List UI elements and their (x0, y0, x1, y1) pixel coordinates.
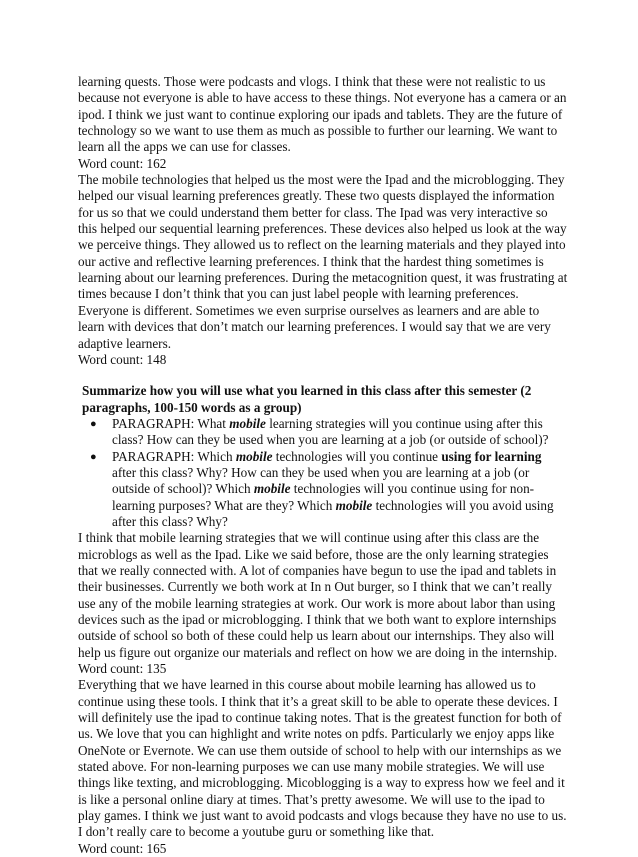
paragraph-learning-strategies-answer: I think that mobile learning strategies that we will continue using after this class are the microblogs as well as the Ipad. Like we said before, those are the only learning strategies that we really connected with. A lot of companies have begun to use the ipad and tablets in their businesses. Currently we both work at In n Out burger, so I think that we can’t really use any of the mobile learning strategies at work. Our work is more about labor than using devices such as the ipad or microblogging. I think that we both want to explore internships outside of school so both of these could help us learn about our internships. They also will help us figure out organize our materials and reflect on how we are doing in the internship. (78, 530, 558, 660)
emphasis-mobile: mobile (229, 415, 266, 431)
prompt-text: PARAGRAPH: Which (112, 448, 236, 464)
prompt-text: after this class? Why? How can they be used when you are learning at a job (or outside of school)? Which (112, 464, 530, 497)
prompt-text: technologies will you avoid using after this class? Why? (112, 497, 554, 529)
bullet-icon: ● (90, 450, 97, 463)
emphasis-mobile: mobile (253, 481, 291, 497)
prompt-list (78, 416, 568, 530)
word-count-2: Word count: 148 (78, 351, 167, 367)
prompt-text: PARAGRAPH: What (112, 415, 230, 431)
paragraph-mobile-technologies: The mobile technologies that helped us the most were the Ipad and the microblogging. They helped our visual learning preferences greatly. These two quests displayed the information for us so that we could understand them better for class. The Ipad was very interactive so this helped our sequential learning preferences. These devices also helped us look at the way we perceive things. They allowed us to reflect on the learning materials and they played into our active and reflective learning preferences. I think that the hardest thing sometimes is learning about our learning preferences. During the metacognition quest, it was frustrating at times because I don’t think that you can just label people with learning preferences. Everyone is different. Sometimes we even surprise ourselves as learners and are able to learn with devices that don’t match our learning preferences. I would say that we are very adaptive learners. (78, 172, 568, 351)
section-spacer (78, 368, 568, 383)
emphasis-using-for-learning: using for learning (441, 448, 542, 464)
bullet-icon: ● (90, 417, 97, 430)
word-count-4: Word count: 165 (78, 840, 167, 856)
prompt-text: technologies will you continue using for non-learning purposes? What are they? Which (112, 481, 535, 513)
emphasis-mobile: mobile (235, 448, 273, 464)
prompt-item-strategies (78, 416, 568, 449)
word-count-3: Word count: 135 (78, 661, 167, 677)
paragraph-quests-conclusion: learning quests. Those were podcasts and vlogs. I think that these were not realistic to us because not everyone is able to have access to these things. Not everyone has a camera or an ipod. I think we just want to continue exploring our ipads and tablets. They are the future of technology so we want to use them as much as possible to further our learning. We want to learn all the apps we can use for classes. (78, 74, 567, 155)
prompt-text: technologies will you continue (272, 448, 442, 464)
prompt-text: learning strategies will you continue using after this class? How can they be used when you are learning at a job (or outside of school)? (112, 415, 549, 448)
document-page (78, 74, 568, 857)
word-count-1: Word count: 162 (78, 155, 167, 171)
prompt-item-technologies (78, 449, 568, 531)
emphasis-mobile: mobile (335, 497, 373, 513)
paragraph-technologies-answer: Everything that we have learned in this course about mobile learning has allowed us to continue using these tools. I think that it’s a great skill to be able to operate these devices. I will definitely use the ipad to continue taking notes. That is the greatest function for both of us. We love that you can highlight and write notes on pdfs. Particularly we enjoy apps like OneNote or Evernote. We can use them outside of school to help with our internships as we stated above. For non-learning purposes we can use many mobile strategies. We will use things like texting, and microblogging. Micoblogging is a way to express how we feel and it is like a personal online diary at times. That’s pretty awesome. We will use to the ipad to play games. I think we just want to avoid podcasts and vlogs because they have no use to us. I don’t really care to become a youtube guru or something like that. (78, 677, 567, 840)
section-heading: Summarize how you will use what you learned in this class after this semester (2 paragraphs, 100-150 words as a group) (82, 383, 532, 415)
